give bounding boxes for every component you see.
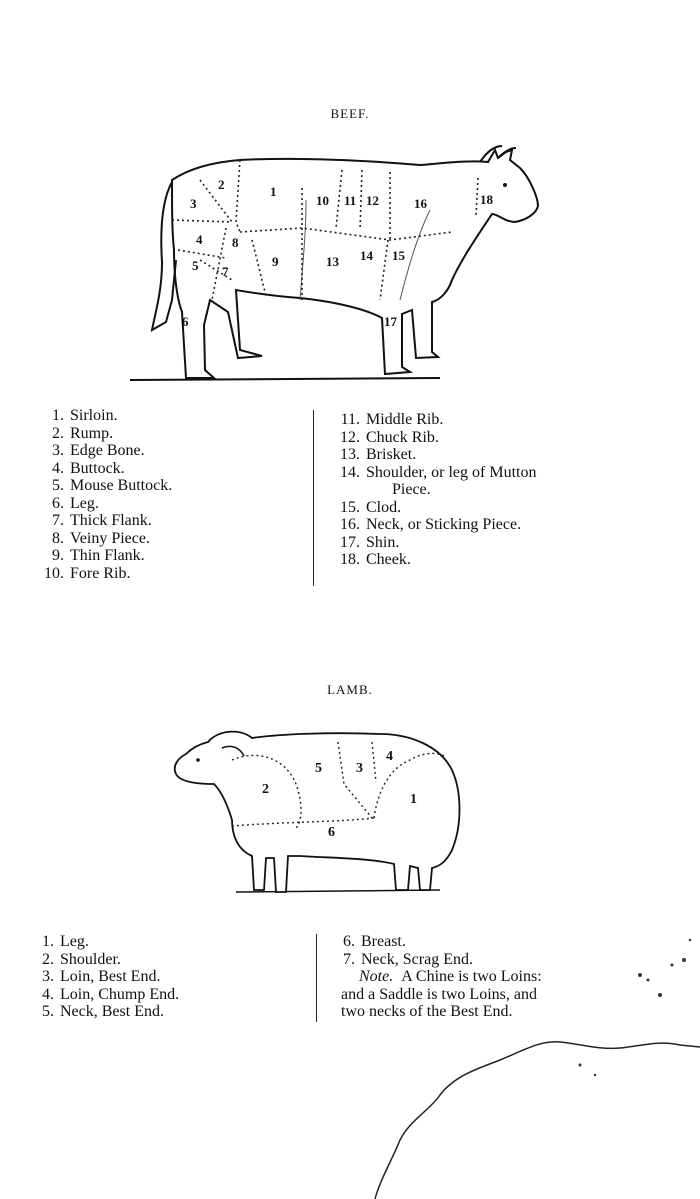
item-text: Neck, Best End. bbox=[60, 1003, 164, 1020]
beef-cut-label: 6 bbox=[182, 314, 189, 329]
note-text: and a Saddle is two Loins, and bbox=[341, 985, 537, 1003]
beef-cut-label: 12 bbox=[366, 193, 379, 208]
item-number: 2. bbox=[52, 424, 64, 442]
item-text: Thick Flank. bbox=[70, 512, 152, 529]
beef-cut-label: 7 bbox=[222, 264, 229, 279]
lamb-cut-label: 5 bbox=[315, 761, 322, 776]
item-number: 16. bbox=[340, 516, 360, 533]
item-number: 13. bbox=[340, 446, 360, 463]
item-text: Shoulder, or leg of Mutton bbox=[366, 463, 537, 481]
item-number: 3. bbox=[52, 442, 64, 459]
item-text: Fore Rib. bbox=[70, 564, 131, 582]
item-text: Shin. bbox=[366, 533, 400, 551]
item-text: Leg. bbox=[70, 494, 99, 512]
item-number: 6. bbox=[52, 494, 64, 512]
lamb-cut-label: 6 bbox=[328, 825, 335, 840]
item-text: Rump. bbox=[70, 424, 114, 442]
lamb-cut-label: 1 bbox=[410, 792, 417, 807]
item-number: 8. bbox=[52, 529, 64, 547]
item-number: 1. bbox=[52, 407, 64, 424]
item-number: 3. bbox=[42, 968, 54, 985]
beef-cut-label: 4 bbox=[196, 232, 203, 247]
item-number: 2. bbox=[42, 950, 54, 968]
beef-cut-label: 14 bbox=[360, 248, 373, 263]
beef-cut-label: 9 bbox=[272, 254, 279, 269]
item-number: 5. bbox=[42, 1003, 54, 1020]
note-text: two necks of the Best End. bbox=[341, 1003, 513, 1020]
item-text: Edge Bone. bbox=[70, 442, 145, 459]
item-number: 7. bbox=[343, 950, 355, 968]
item-number: 17. bbox=[340, 533, 360, 551]
item-number: 18. bbox=[340, 551, 360, 568]
item-number: 5. bbox=[52, 477, 64, 494]
lamb-title: LAMB. bbox=[327, 682, 373, 697]
beef-cut-label: 15 bbox=[392, 248, 405, 263]
item-text-continued: Piece. bbox=[392, 481, 431, 498]
item-text: Loin, Best End. bbox=[60, 968, 161, 985]
item-text: Chuck Rib. bbox=[366, 428, 439, 446]
item-number: 10. bbox=[44, 564, 64, 582]
item-text: Breast. bbox=[361, 933, 406, 950]
item-number: 4. bbox=[52, 459, 64, 477]
lamb-cut-label: 3 bbox=[356, 761, 363, 776]
item-text: Neck, or Sticking Piece. bbox=[366, 516, 522, 533]
note-label: Note. bbox=[359, 968, 394, 985]
item-text: Cheek. bbox=[366, 551, 411, 568]
beef-cut-label: 8 bbox=[232, 235, 239, 250]
beef-cut-label: 17 bbox=[384, 314, 397, 329]
item-number: 15. bbox=[340, 498, 360, 516]
item-text: Mouse Buttock. bbox=[70, 477, 173, 494]
item-number: 14. bbox=[340, 463, 360, 481]
lamb-cut-label: 2 bbox=[262, 782, 269, 797]
beef-cut-label: 5 bbox=[192, 258, 199, 273]
beef-cut-label: 3 bbox=[190, 196, 197, 211]
item-number: 7. bbox=[52, 512, 64, 529]
note-text: A Chine is two Loins: bbox=[401, 968, 542, 985]
item-text: Buttock. bbox=[70, 459, 125, 477]
lamb-cut-label: 4 bbox=[386, 749, 393, 764]
item-text: Shoulder. bbox=[60, 950, 121, 968]
item-text: Veiny Piece. bbox=[70, 529, 150, 547]
beef-title: BEEF. bbox=[330, 106, 370, 121]
item-number: 1. bbox=[42, 933, 54, 950]
item-text: Clod. bbox=[366, 498, 402, 516]
item-number: 9. bbox=[52, 547, 64, 564]
item-text: Thin Flank. bbox=[70, 547, 145, 564]
item-text: Leg. bbox=[60, 933, 89, 950]
item-number: 4. bbox=[42, 985, 54, 1003]
beef-cut-label: 18 bbox=[480, 192, 493, 207]
item-text: Loin, Chump End. bbox=[60, 985, 180, 1003]
item-text: Sirloin. bbox=[70, 407, 118, 424]
beef-cut-label: 2 bbox=[218, 177, 225, 192]
item-number: 12. bbox=[340, 428, 360, 446]
beef-cut-label: 13 bbox=[326, 254, 339, 269]
item-text: Middle Rib. bbox=[366, 411, 444, 428]
item-number: 6. bbox=[343, 933, 355, 950]
beef-cut-label: 16 bbox=[414, 196, 427, 211]
item-text: Brisket. bbox=[366, 446, 417, 463]
item-text: Neck, Scrag End. bbox=[361, 950, 473, 968]
beef-cut-label: 10 bbox=[316, 193, 329, 208]
item-number: 11. bbox=[340, 411, 360, 428]
beef-cut-label: 11 bbox=[344, 193, 357, 208]
beef-cut-label: 1 bbox=[270, 184, 277, 199]
